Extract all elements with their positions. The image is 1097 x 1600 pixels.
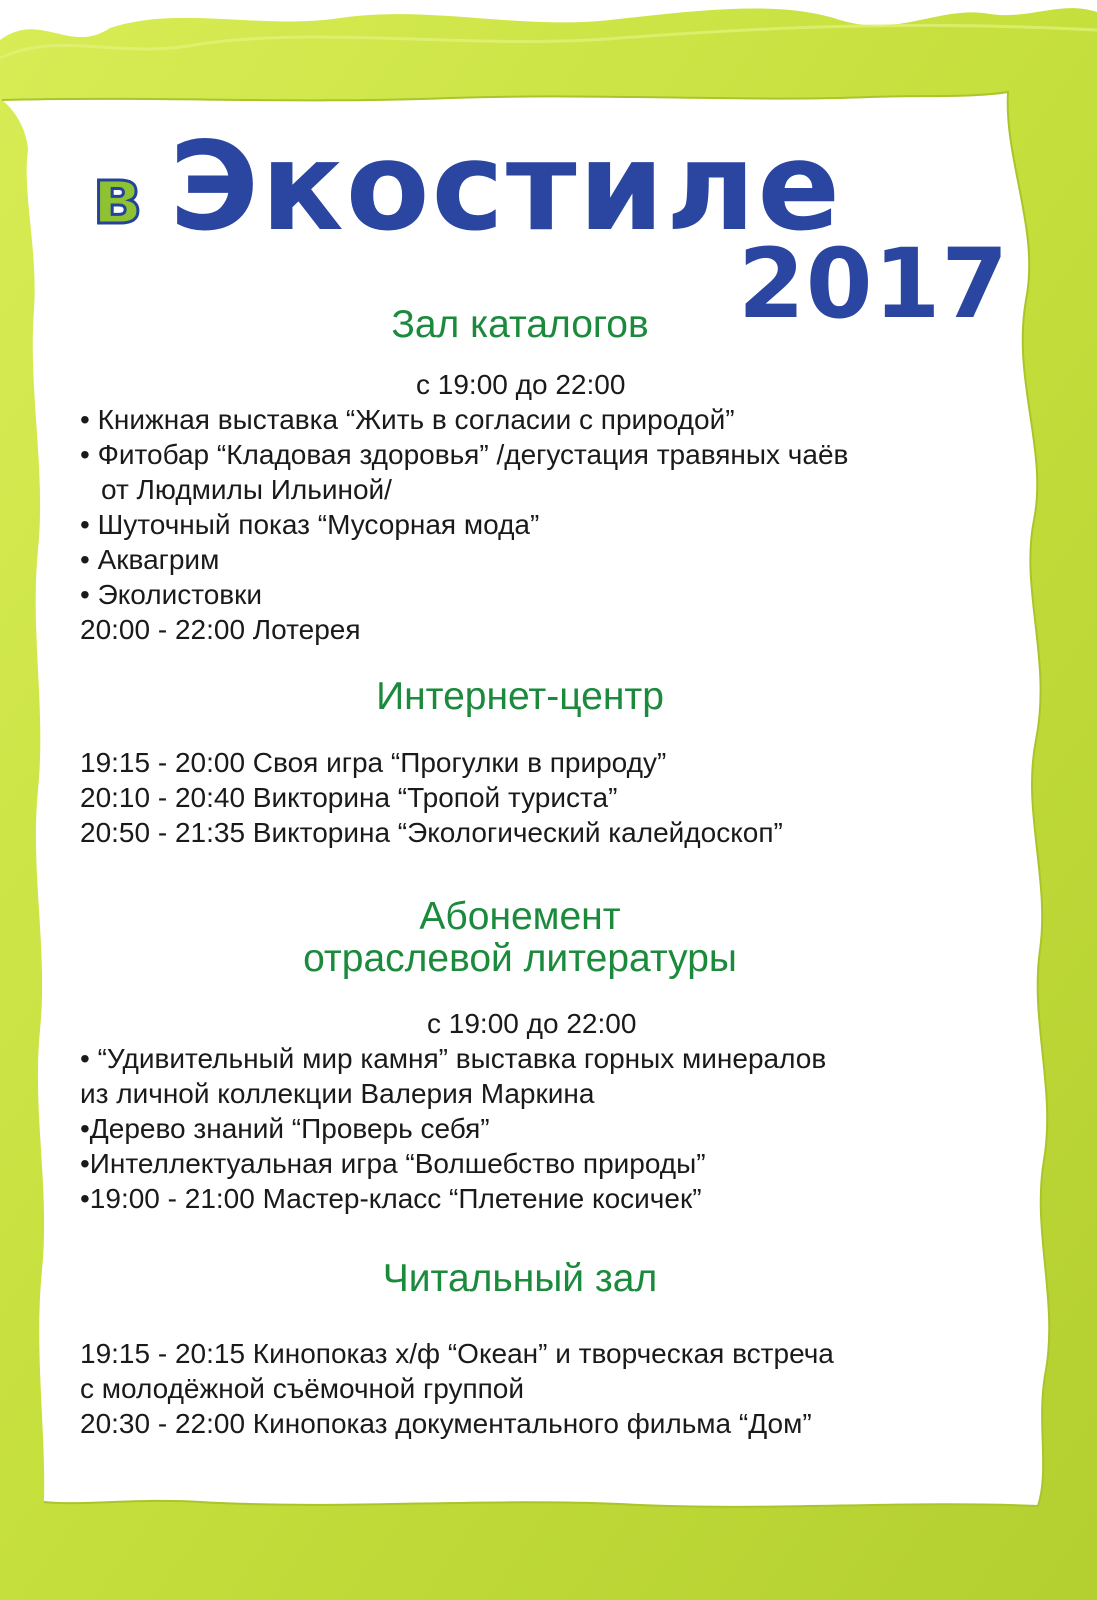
schedule-line: 19:15 - 20:00 Своя игра “Прогулки в природу” — [80, 747, 667, 778]
title-year: 2017 — [738, 228, 1010, 340]
list-item: • Книжная выставка “Жить в согласии с природой” — [80, 404, 735, 435]
section-title-internet-center: Интернет-центр — [376, 675, 664, 718]
list-item: • “Удивительный мир камня” выставка горных минералов — [80, 1043, 827, 1074]
schedule-line: 20:10 - 20:40 Викторина “Тропой туриста” — [80, 782, 618, 813]
section-title-subscription-line2: отраслевой литературы — [303, 937, 737, 980]
poster-title — [92, 108, 843, 258]
list-item: • Эколистовки — [80, 579, 263, 610]
title-prefix: в — [92, 152, 142, 242]
schedule-line: 20:00 - 22:00 Лотерея — [80, 614, 361, 645]
section-title-catalog-hall: Зал каталогов — [391, 303, 649, 346]
schedule-line: 19:15 - 20:15 Кинопоказ х/ф “Океан” и творческая встреча — [80, 1338, 834, 1369]
section-time-catalog-hall: с 19:00 до 22:00 — [416, 369, 626, 400]
schedule-line-continuation: с молодёжной съёмочной группой — [80, 1373, 525, 1404]
list-item: •19:00 - 21:00 Мастер-класс “Плетение косичек” — [80, 1183, 702, 1214]
list-item: •Дерево знаний “Проверь себя” — [80, 1113, 490, 1144]
list-item: •Интеллектуальная игра “Волшебство природы” — [80, 1148, 706, 1179]
schedule-line: 20:30 - 22:00 Кинопоказ документального фильма “Дом” — [80, 1408, 812, 1439]
list-item-continuation: из личной коллекции Валерия Маркина — [80, 1078, 595, 1109]
list-item-continuation: от Людмилы Ильиной/ — [101, 474, 392, 505]
list-item: • Шуточный показ “Мусорная мода” — [80, 509, 540, 540]
section-title-subscription-line1: Абонемент — [419, 895, 621, 938]
title-word: Экостиле — [169, 116, 843, 258]
list-item: • Фитобар “Кладовая здоровья” /дегустация травяных чаёв — [80, 439, 849, 470]
section-title-reading-room: Читальный зал — [382, 1257, 658, 1300]
schedule-line: 20:50 - 21:35 Викторина “Экологический калейдоскоп” — [80, 817, 783, 848]
list-item: • Аквагрим — [80, 544, 220, 575]
section-time-subscription: с 19:00 до 22:00 — [427, 1008, 637, 1039]
